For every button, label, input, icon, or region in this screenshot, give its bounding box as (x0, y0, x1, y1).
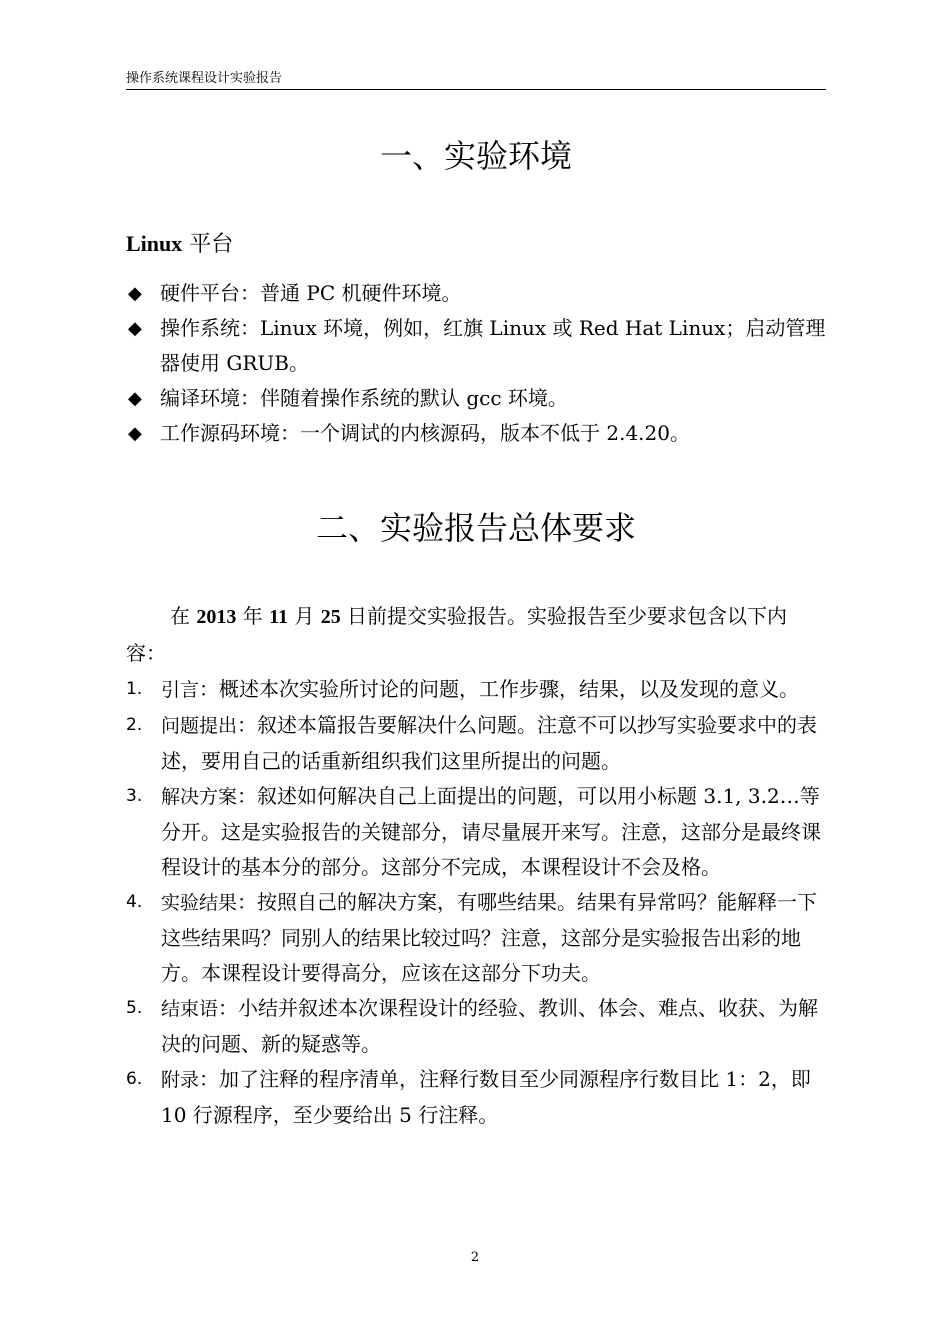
item-number: 1. (126, 679, 143, 699)
item-text: ：叙述本篇报告要解决什么问题。注意不可以抄写实验要求中的表述，要用自己的话重新组织我们这里所提出的问题。 (161, 713, 818, 773)
requirements-list (126, 672, 826, 1133)
environment-item-text: 工作源码环境：一个调试的内核源码，版本不低于 2.4.20。 (160, 421, 690, 445)
requirement-item-appendix (126, 1062, 826, 1133)
page-number: 2 (470, 1250, 480, 1265)
item-number: 6. (126, 1069, 143, 1089)
diamond-bullet-icon: ◆ (128, 388, 142, 409)
item-text: ：概述本次实验所讨论的问题，工作步骤，结果，以及发现的意义。 (199, 677, 800, 701)
deadline-day: 25 (320, 606, 341, 628)
environment-item-text: 硬件平台：普通 PC 机硬件环境。 (160, 281, 462, 305)
diamond-bullet-icon: ◆ (128, 423, 142, 444)
deadline-month: 11 (269, 606, 288, 628)
diamond-bullet-icon: ◆ (128, 283, 142, 304)
requirement-item-introduction (126, 672, 826, 708)
item-text: ：叙述如何解决自己上面提出的问题，可以用小标题 3.1, 3.2…等分开。这是实验报告的关键部分，请尽量展开来写。注意，这部分是最终课程设计的基本分的部分。这部分不完成，本课程设计不会及格。 (161, 784, 821, 879)
environment-item-compiler (126, 381, 826, 416)
intro-text: 年 (236, 604, 270, 628)
item-term: 实验结果 (161, 892, 238, 914)
deadline-paragraph (126, 598, 826, 671)
platform-name: Linux (126, 231, 183, 256)
intro-text: 在 (170, 604, 197, 628)
requirement-item-solution (126, 779, 826, 885)
requirement-item-conclusion (126, 991, 826, 1062)
requirement-item-results (126, 885, 826, 991)
intro-text: 日前提交实验报告。实验报告至少要求包含以下内容： (126, 604, 788, 665)
item-text: ：加了注释的程序清单，注释行数目至少同源程序行数目比 1：2，即 10 行源程序，至少要给出 5 行注释。 (161, 1067, 811, 1127)
item-number: 2. (126, 715, 143, 735)
environment-item-text: 编译环境：伴随着操作系统的默认 gcc 环境。 (160, 386, 568, 410)
item-term: 结束语 (161, 998, 219, 1020)
platform-heading (126, 228, 233, 261)
environment-item-source (126, 416, 826, 451)
item-number: 5. (126, 998, 143, 1018)
item-term: 附录 (161, 1069, 200, 1091)
item-term: 引言 (161, 679, 200, 701)
environment-item-hardware (126, 276, 826, 311)
item-number: 4. (126, 892, 143, 912)
diamond-bullet-icon: ◆ (128, 318, 142, 339)
section-2-title: 二、实验报告总体要求 (315, 509, 636, 547)
item-term: 问题提出 (161, 715, 238, 737)
environment-item-text: 操作系统：Linux 环境，例如，红旗 Linux 或 Red Hat Linux；启动管理器使用 GRUB。 (160, 316, 826, 375)
running-header: 操作系统课程设计实验报告 (126, 70, 826, 90)
intro-text: 月 (287, 604, 321, 628)
environment-list (126, 276, 826, 451)
item-text: ：小结并叙述本次课程设计的经验、教训、体会、难点、收获、为解决的问题、新的疑惑等。 (161, 996, 819, 1056)
platform-suffix: 平台 (182, 232, 234, 257)
section-1-title: 一、实验环境 (379, 137, 572, 175)
deadline-year: 2013 (196, 606, 237, 628)
item-text: ：按照自己的解决方案，有哪些结果。结果有异常吗？能解释一下这些结果吗？同别人的结果比较过吗？注意，这部分是实验报告出彩的地方。本课程设计要得高分，应该在这部分下功夫。 (161, 890, 818, 985)
environment-item-os (126, 311, 826, 381)
requirement-item-problem (126, 708, 826, 779)
item-number: 3. (126, 786, 143, 806)
item-term: 解决方案 (161, 786, 238, 808)
